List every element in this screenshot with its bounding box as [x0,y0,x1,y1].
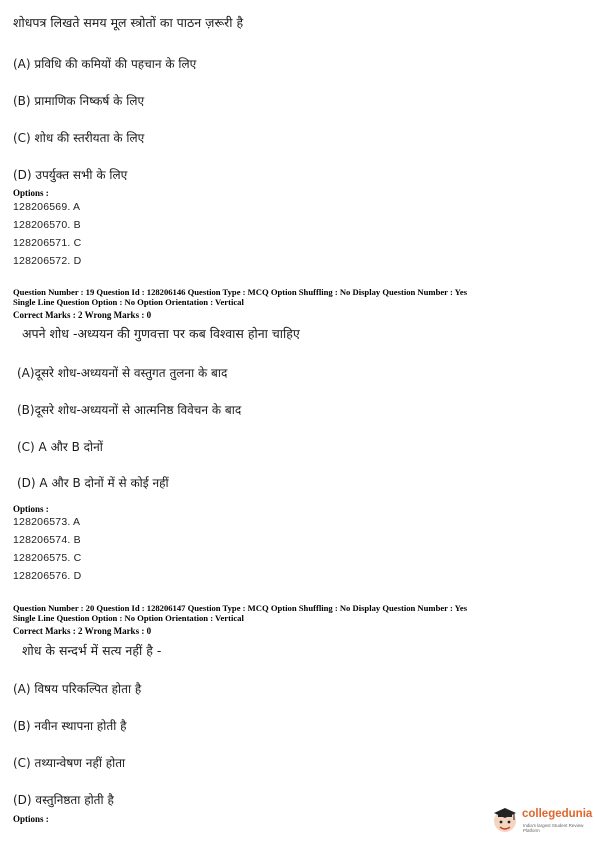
choice-c: (C) A और B दोनों [17,440,103,454]
choice-b: (B) प्रामाणिक निष्कर्ष के लिए [13,94,145,108]
choice-d: (D) वस्तुनिष्ठता होती है [13,793,114,807]
option-id: 128206571. C [13,237,82,249]
choice-c: (C) तथ्यान्वेषण नहीं होता [13,756,126,770]
choice-a: (A)दूसरे शोध-अध्ययनों से वस्तुगत तुलना के बाद [17,366,228,380]
choice-a: (A) प्रविधि की कमियों की पहचान के लिए [13,57,197,71]
choice-d: (D) उपर्युक्त सभी के लिए [13,168,128,182]
choice-a: (A) विषय परिकल्पित होता है [13,682,142,696]
collegedunia-logo [490,802,593,838]
marks-info: Correct Marks : 2 Wrong Marks : 0 [13,626,152,636]
question-meta-line2: Single Line Question Option : No Option Orientation : Vertical [13,297,244,307]
options-label: Options : [13,814,49,824]
question-meta-line1: Question Number : 20 Question Id : 128206147 Question Type : MCQ Option Shuffling : No Display Question Number : Yes [13,603,468,613]
option-id: 128206569. A [13,201,81,213]
choice-b: (B)दूसरे शोध-अध्ययनों से आत्मनिष्ठ विवेचन के बाद [17,403,242,417]
question-meta-line1: Question Number : 19 Question Id : 128206146 Question Type : MCQ Option Shuffling : No Display Question Number : Yes [13,287,468,297]
option-id: 128206573. A [13,516,81,528]
graduate-mascot-icon [490,804,520,834]
option-id: 128206575. C [13,552,82,564]
option-id: 128206572. D [13,255,82,267]
option-id: 128206570. B [13,219,81,231]
choice-b: (B) नवीन स्थापना होती है [13,719,127,733]
option-id: 128206574. B [13,534,81,546]
option-id: 128206576. D [13,570,82,582]
question-text: शोध के सन्दर्भ में सत्य नहीं है - [22,643,162,658]
choice-d: (D) A और B दोनों में से कोई नहीं [17,476,169,490]
question-text: शोधपत्र लिखते समय मूल स्त्रोतों का पाठन ज़रूरी है [13,15,244,30]
choice-c: (C) शोध की स्तरीयता के लिए [13,131,145,145]
options-label: Options : [13,188,49,198]
options-label: Options : [13,504,49,514]
marks-info: Correct Marks : 2 Wrong Marks : 0 [13,310,152,320]
logo-tagline: India's largest Student Review Platform [523,823,584,833]
question-text: अपने शोध -अध्ययन की गुणवत्ता पर कब विश्वास होना चाहिए [22,326,300,341]
question-meta-line2: Single Line Question Option : No Option Orientation : Vertical [13,613,244,623]
logo-name: collegedunia [522,808,593,820]
